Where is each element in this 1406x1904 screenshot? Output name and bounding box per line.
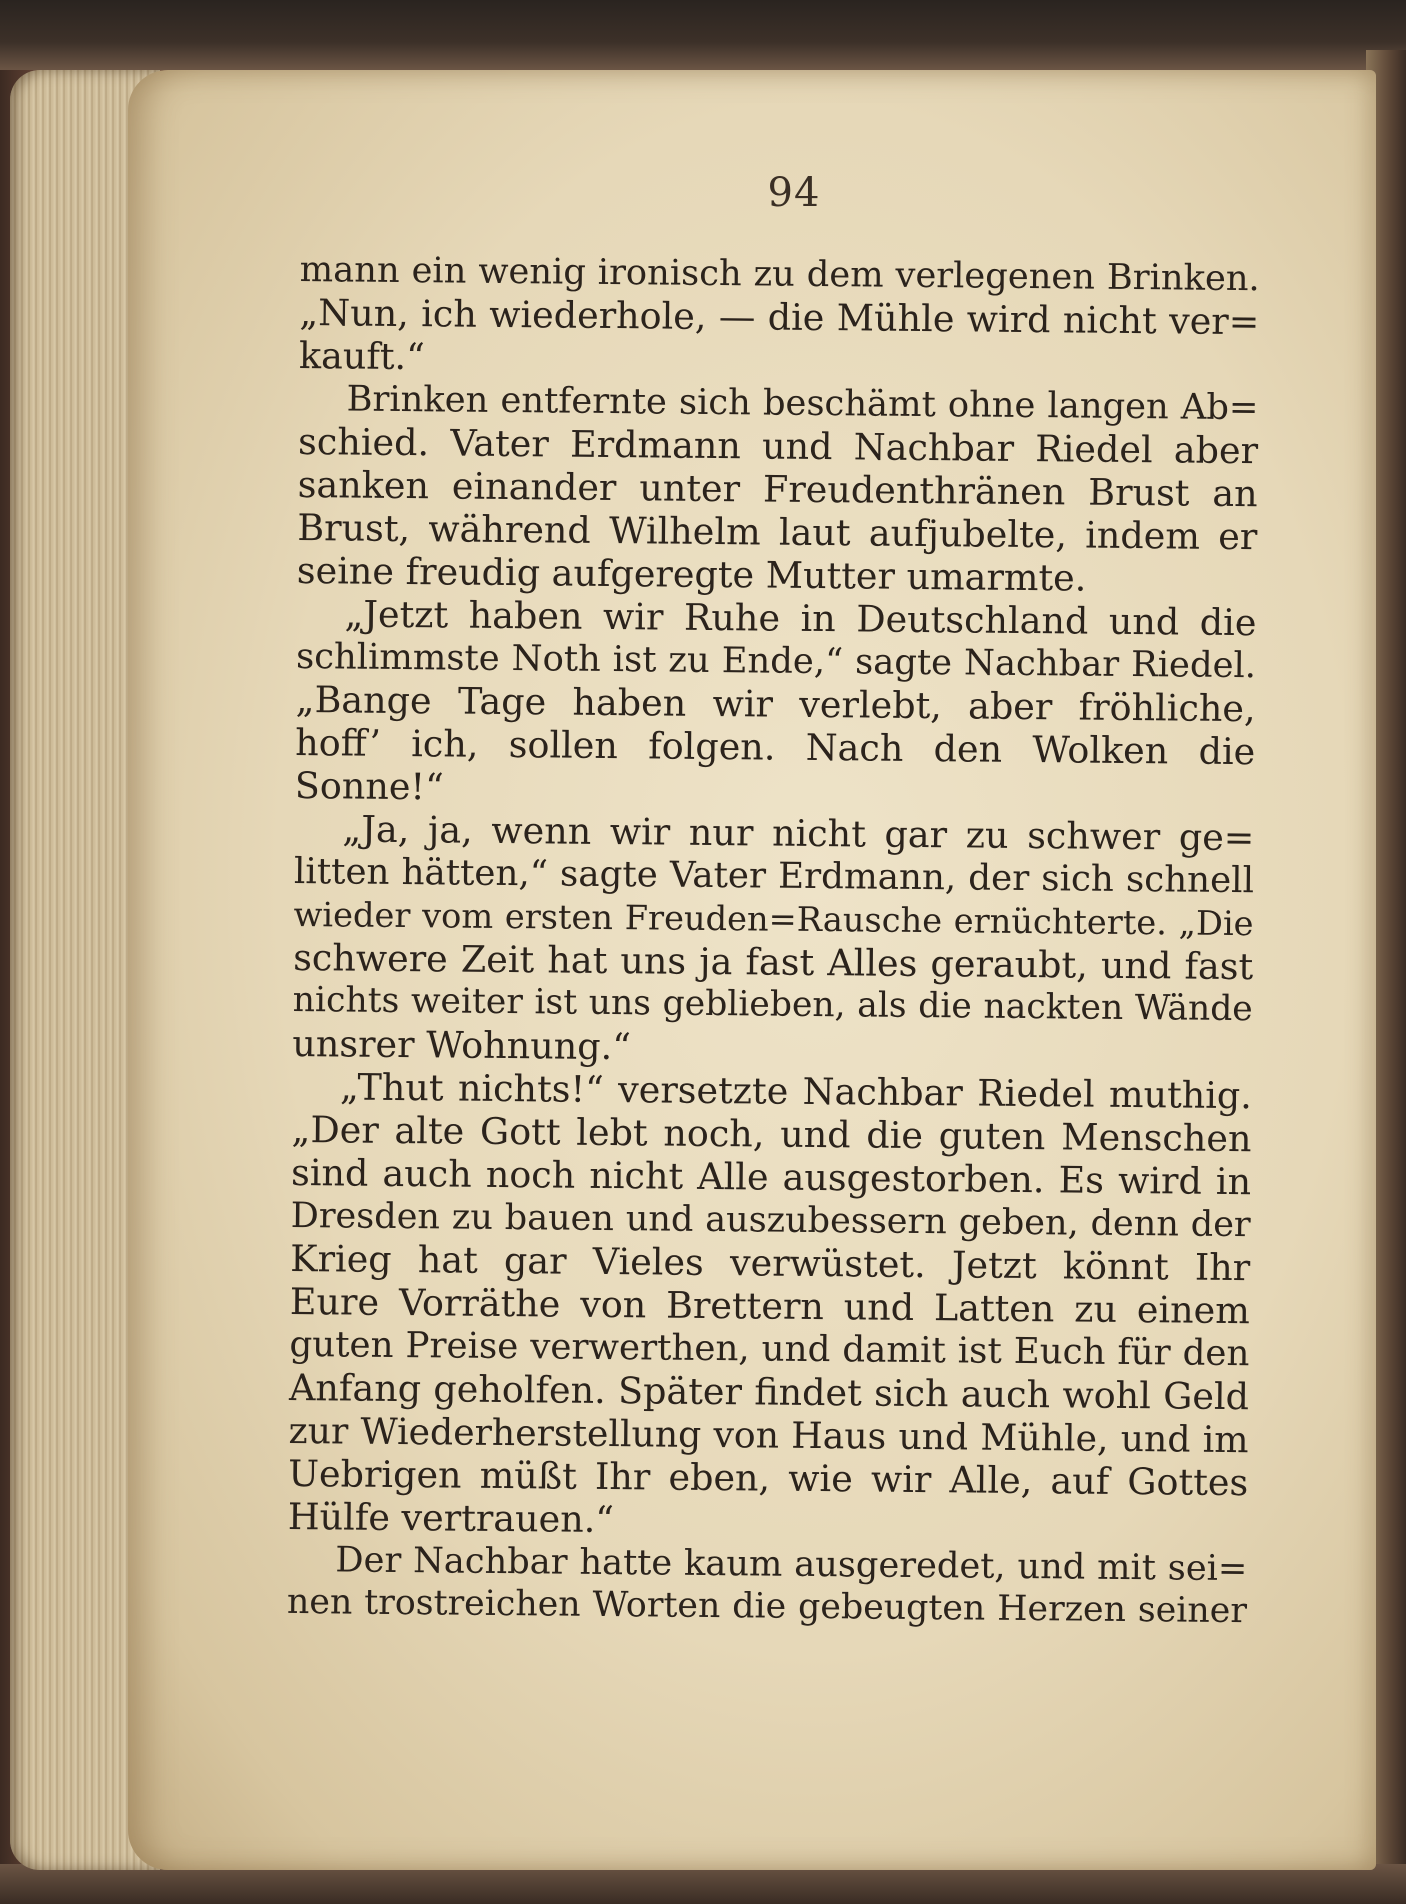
text-line: Uebrigen müßt Ihr eben, wie wir Alle, auf Gottes xyxy=(288,1451,1249,1505)
text-line: schied. Vater Erdmann und Nachbar Riedel aber xyxy=(297,419,1259,473)
book-top-edge xyxy=(0,0,1406,70)
text-line: „Ja, ja, wenn wir nur nicht gar zu schwer ge= xyxy=(342,807,1255,860)
text-line: mann ein wenig ironisch zu dem verlegenen Brinken. xyxy=(299,248,1260,300)
text-line: Krieg hat gar Vieles verwüstet. Jetzt könnt Ihr xyxy=(290,1236,1251,1290)
text-line: kauft.“ xyxy=(298,333,425,379)
text-line: guten Preise verwerthen, und damit ist Euch für den xyxy=(289,1323,1250,1375)
text-line: Der Nachbar hatte kaum ausgeredet, und mit sei= xyxy=(335,1539,1248,1590)
page-number: 94 xyxy=(767,170,821,216)
body-text xyxy=(287,248,1260,1633)
text-line: „Bange Tage haben wir verlebt, aber fröhliche, xyxy=(295,677,1256,731)
text-line: litten hätten,“ sagte Vater Erdmann, der sich schnell xyxy=(293,850,1255,902)
text-line: Sonne!“ xyxy=(294,763,444,809)
text-line: „Jetzt haben wir Ruhe in Deutschland und die xyxy=(344,592,1257,645)
text-line: unsrer Wohnung.“ xyxy=(292,1021,632,1069)
text-line: wieder vom ersten Freuden=Rausche ernüchterte. „Die xyxy=(293,894,1254,944)
text-line: nen trostreichen Worten die gebeugten Herzen seiner xyxy=(286,1581,1248,1632)
text-line: nichts weiter ist uns geblieben, als die nackten Wände xyxy=(292,979,1253,1030)
text-line: schlimmste Noth ist zu Ende,“ sagte Nachbar Riedel. xyxy=(295,635,1257,687)
text-line: „Nun, ich wiederhole, — die Mühle wird nicht ver= xyxy=(299,290,1260,344)
text-line: Dresden zu bauen und auszubessern geben, denn der xyxy=(290,1194,1251,1246)
text-line: sind auch noch nicht Alle ausgestorben. Es wird in xyxy=(290,1150,1252,1204)
text-line: „Thut nichts!“ versetzte Nachbar Riedel muthig. xyxy=(339,1065,1253,1118)
text-line: sanken einander unter Freudenthränen Brust an xyxy=(297,462,1258,516)
text-line: Anfang geholfen. Später findet sich auch wohl Geld xyxy=(288,1365,1250,1419)
text-line: hoff’ ich, sollen folgen. Nach den Wolken die xyxy=(295,720,1256,774)
text-line: seine freudig aufgeregte Mutter umarmte. xyxy=(296,548,1087,600)
book-bottom-edge xyxy=(0,1864,1406,1904)
text-line: zur Wiederherstellung von Haus und Mühle, und im xyxy=(288,1408,1249,1462)
text-line: Brust, während Wilhelm laut aufjubelte, indem er xyxy=(297,505,1258,559)
text-line: Eure Vorräthe von Brettern und Latten zu einem xyxy=(289,1279,1251,1333)
text-line: schwere Zeit hat uns ja fast Alles geraubt, und fast xyxy=(292,935,1254,989)
text-line: Brinken entfernte sich beschämt ohne langen Ab= xyxy=(346,378,1259,429)
text-line: „Der alte Gott lebt noch, und die guten Menschen xyxy=(291,1107,1252,1161)
text-line: Hülfe vertrauen.“ xyxy=(287,1494,615,1542)
